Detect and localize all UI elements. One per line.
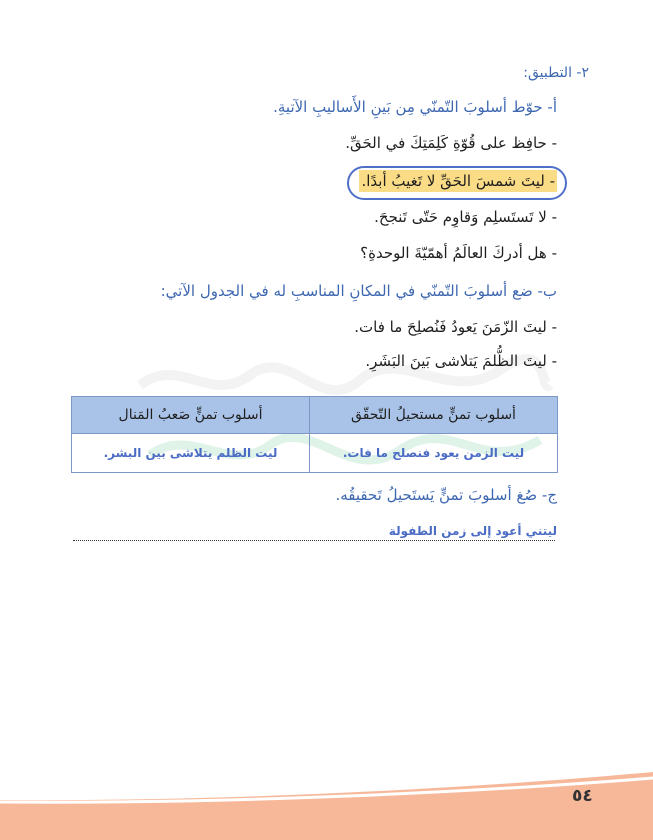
table-answer-cell: ليت الظلم يتلاشى بين البشر.	[72, 434, 310, 473]
list-item: - ليتَ الظُّلمَ يَتلاشى بَينَ البَشَرِ.	[365, 352, 557, 370]
part-a-instruction: أ- حوّط أسلوبَ التّمنّي مِن بَينِ الأَساليبِ الآتيةِ.	[273, 98, 557, 116]
page-number: ٥٤	[572, 786, 593, 806]
part-b-instruction: ب- ضع أسلوبَ التّمنّي في المكانِ المناسبِ له في الجدول الآتي:	[160, 282, 557, 300]
section-heading: ٢- التطبيق:	[523, 65, 589, 81]
table-header: أسلوب تمنٍّ صَعبُ المَنال	[72, 397, 310, 434]
list-item: - ليتَ الزّمَنَ يَعودُ فَنُصلِحَ ما فات.	[354, 318, 557, 336]
list-item-highlighted: - ليتَ شمسَ الحَقِّ لا تَغيبُ أبدًا.	[361, 172, 555, 190]
table-header: أسلوب تمنٍّ مستحيلُ التّحقّق	[310, 397, 558, 434]
list-item: - هل أدركَ العالَمُ أهمّيّةَ الوحدةِ؟	[360, 244, 557, 262]
answer-dotted-line	[73, 540, 555, 541]
part-c-answer: ليتني أعود إلى زمن الطفولة	[388, 524, 557, 538]
classification-table	[71, 396, 558, 473]
part-c-instruction: ج- صُغ أسلوبَ تمنٍّ يَستَحيلُ تَحقيقُه.	[335, 486, 557, 504]
list-item: - لا تَستَسلِم وَقاوِم حَتّى تَنجحَ.	[374, 208, 557, 226]
table-answer-cell: ليت الزمن يعود فنصلح ما فات.	[310, 434, 558, 473]
list-item: - حافِظ على قُوّةِ كَلِمَتِكَ في الحَقِّ.	[345, 134, 557, 152]
footer-band	[0, 770, 653, 840]
